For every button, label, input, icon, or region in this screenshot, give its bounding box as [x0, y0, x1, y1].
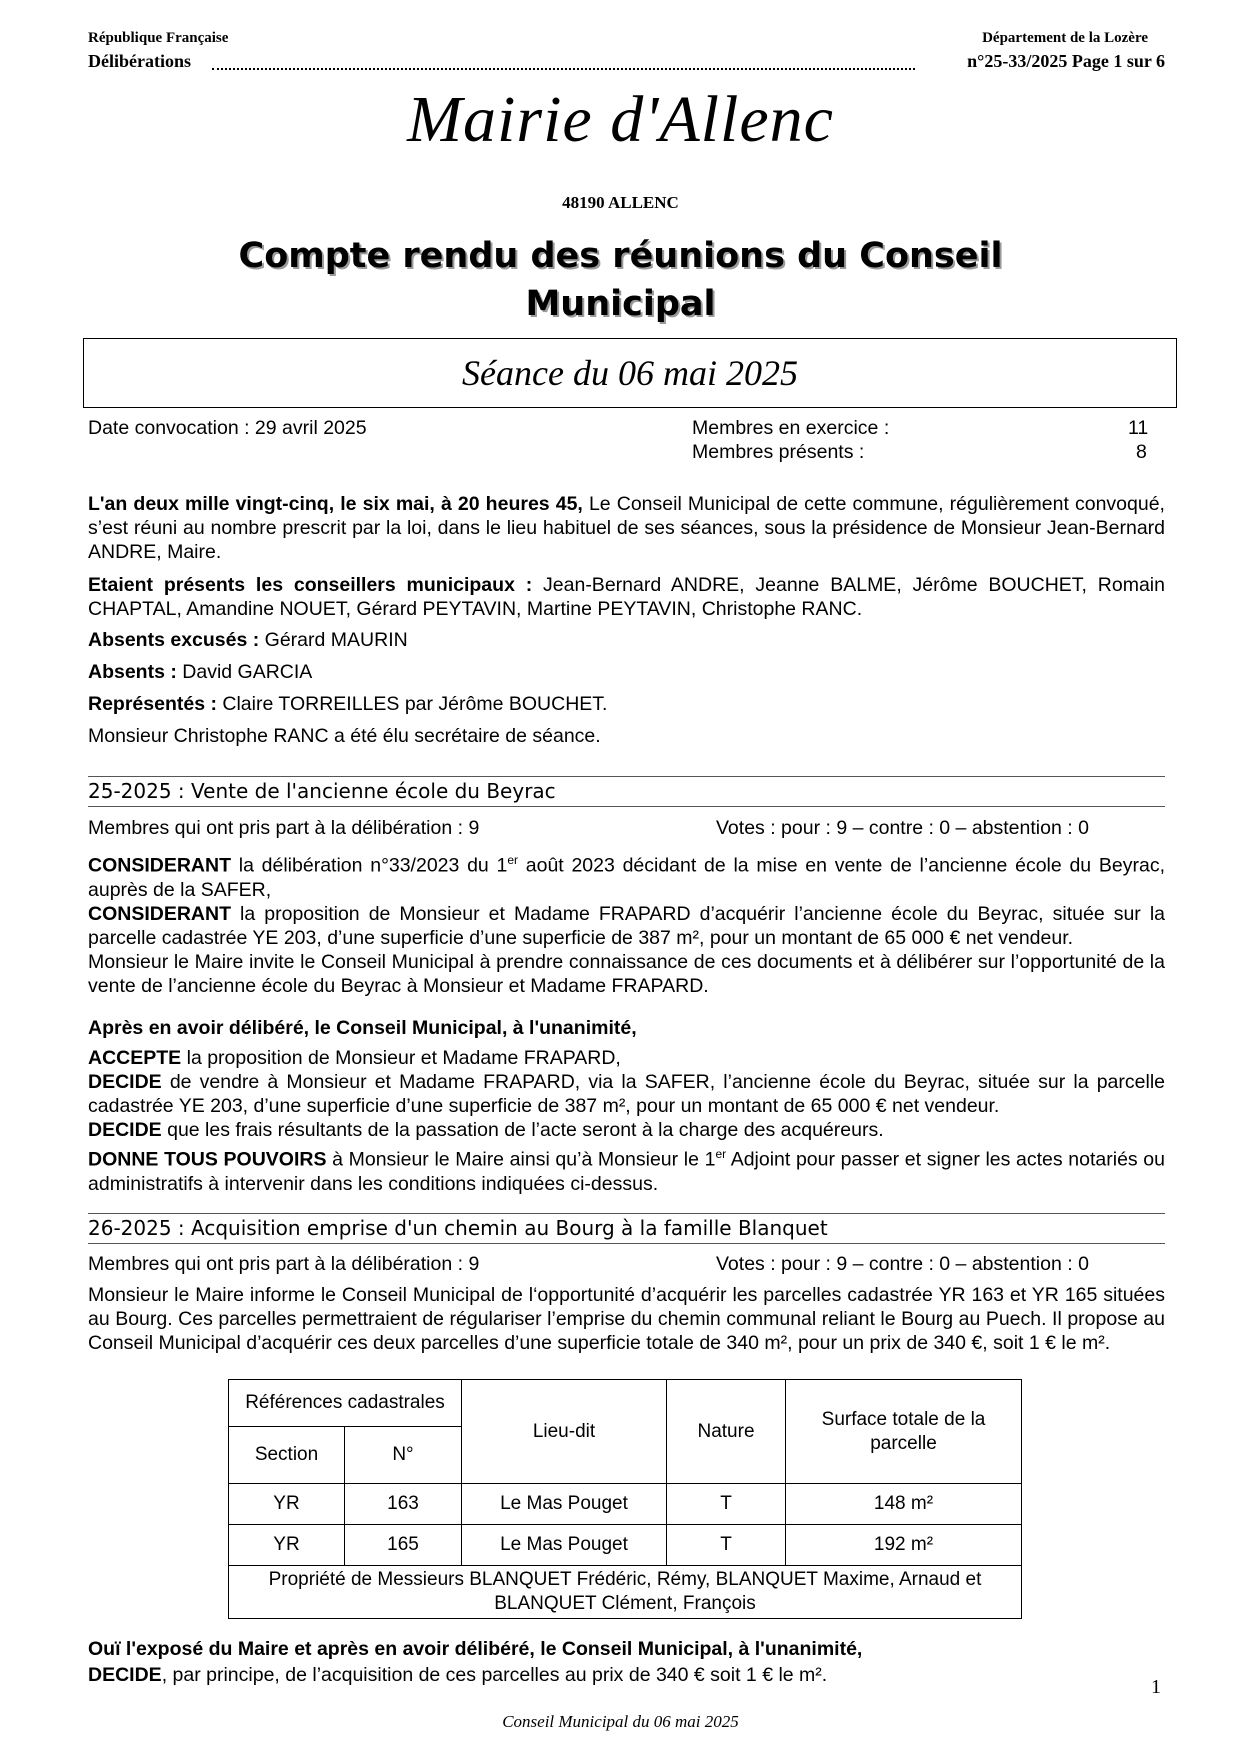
considerant-label: CONSIDERANT: [88, 902, 232, 925]
deliberations-label: Délibérations: [88, 51, 191, 71]
considerant-1: [88, 848, 1165, 902]
header-references-cadastrales: Références cadastrales: [229, 1380, 462, 1427]
accepte-text: la proposition de Monsieur et Madame FRAPARD,: [181, 1047, 621, 1069]
representes-label: Représentés :: [88, 693, 217, 715]
page-number: 1: [1151, 1676, 1161, 1698]
invite-paragraph: Monsieur le Maire invite le Conseil Municipal à prendre connaissance de ces documents et à délibérer sur l’opportunité de la vente de l’ancienne école du Beyrac à Monsieur et Madame FRAPARD.: [88, 950, 1165, 997]
deliberation-25-title: 25-2025 : Vente de l'ancienne école du Beyrac: [88, 779, 556, 803]
presents-text: Jean-Bernard ANDRE, Jeanne BALME, Jérôme BOUCHET, Romain CHAPTAL, Amandine NOUET, Gérard PEYTAVIN, Martine PEYTAVIN, Christophe RANC.: [88, 574, 1165, 620]
absents-label: Absents :: [88, 661, 177, 683]
header-numero: N°: [345, 1427, 462, 1484]
membres-exercice-label: Membres en exercice :: [692, 417, 890, 439]
considerant-label: CONSIDERANT: [88, 854, 232, 877]
cell-section: YR: [229, 1484, 345, 1525]
considerant-1-text-b: août 2023 décidant de la mise en vente de l’ancienne école du Beyrac, auprès de la SAFER,: [88, 854, 1165, 901]
deliberation-26-title: 26-2025 : Acquisition emprise d'un chemin au Bourg à la famille Blanquet: [88, 1216, 828, 1240]
excuses-line: [88, 628, 408, 652]
considerant-1-text-a: la délibération n°33/2023 du 1: [231, 854, 508, 877]
table-header-row: [229, 1380, 1022, 1427]
deliberation-26-votes: Votes : pour : 9 – contre : 0 – abstention : 0: [716, 1253, 1089, 1275]
decide-label: DECIDE: [88, 1071, 162, 1093]
absents-line: [88, 660, 312, 684]
membres-presents-label: Membres présents :: [692, 441, 865, 463]
deliberation-25-membres: Membres qui ont pris part à la délibération : 9: [88, 817, 480, 839]
cell-surface: 192 m²: [786, 1525, 1022, 1566]
table-footer-row: [229, 1566, 1022, 1619]
accepte-line: [88, 1046, 1165, 1070]
apres-deliberation: Après en avoir délibéré, le Conseil Municipal, à l'unanimité,: [88, 1017, 637, 1039]
presents-paragraph: [88, 573, 1165, 621]
deliberation-25-decision: [88, 1016, 1165, 1196]
section-rule-top: [88, 1213, 1165, 1214]
accepte-label: ACCEPTE: [88, 1047, 182, 1069]
mairie-address: 48190 ALLENC: [562, 193, 679, 212]
date-convocation: Date convocation : 29 avril 2025: [88, 417, 367, 439]
header-section: Section: [229, 1427, 345, 1484]
pouvoirs-line: [88, 1142, 1165, 1196]
deliberation-25-votes: Votes : pour : 9 – contre : 0 – abstention : 0: [716, 817, 1089, 839]
seance-date: Séance du 06 mai 2025: [462, 353, 798, 393]
deliberation-26-membres: Membres qui ont pris part à la délibération : 9: [88, 1253, 480, 1275]
membres-exercice-value: 11: [1128, 417, 1149, 439]
superscript-er: er: [715, 1147, 727, 1161]
cell-nature: T: [667, 1525, 786, 1566]
considerant-2-text: la proposition de Monsieur et Madame FRAPARD d’acquérir l’ancienne école du Beyrac, située sur la parcelle cadastrée YE 203, d’une superficie d’une superficie de 387 m², pour un montant de 65 000 € net vendeur.: [88, 902, 1165, 949]
membres-presents-value: 8: [1136, 441, 1147, 463]
decide-text-2: que les frais résultants de la passation de l’acte seront à la charge des acquéreurs.: [161, 1119, 884, 1141]
mairie-name: Mairie d'Allenc: [407, 83, 834, 156]
cell-numero: 163: [345, 1484, 462, 1525]
cell-section: YR: [229, 1525, 345, 1566]
deliberations-header-line: [88, 51, 1165, 75]
deliberation-26-decision: [88, 1637, 1165, 1687]
deliberation-number: n°25-33/2025 Page 1 sur 6: [967, 51, 1165, 71]
pouvoirs-label: DONNE TOUS POUVOIRS: [88, 1148, 327, 1171]
page-title-line2: Municipal: [525, 284, 716, 324]
cadastral-table: [228, 1379, 1022, 1619]
excuses-text: Gérard MAURIN: [259, 629, 408, 651]
considerant-2: [88, 902, 1165, 950]
representes-text: Claire TORREILLES par Jérôme BOUCHET.: [216, 693, 608, 715]
deliberation-25-body: [88, 848, 1165, 998]
footer-caption: Conseil Municipal du 06 mai 2025: [502, 1712, 739, 1731]
cell-nature: T: [667, 1484, 786, 1525]
excuses-label: Absents excusés :: [88, 629, 260, 651]
decide-line-1: [88, 1070, 1165, 1118]
header-surface: Surface totale de la parcelle: [786, 1380, 1022, 1484]
pouvoirs-text-b: Adjoint pour passer et signer les actes notariés ou administratifs à intervenir dans les conditions indiquées ci-dessus.: [88, 1148, 1166, 1195]
cell-lieu-dit: Le Mas Pouget: [462, 1484, 667, 1525]
page-title: [0, 232, 1241, 328]
decide-text: , par principe, de l’acquisition de ces parcelles au prix de 340 € soit 1 € le m².: [161, 1664, 828, 1686]
decide-label: DECIDE: [88, 1664, 162, 1686]
dotted-leader: [212, 68, 915, 70]
cell-lieu-dit: Le Mas Pouget: [462, 1525, 667, 1566]
decide-line-2: [88, 1118, 1165, 1142]
proprietaires-cell: Propriété de Messieurs BLANQUET Frédéric, Rémy, BLANQUET Maxime, Arnaud et BLANQUET Clément, François: [229, 1566, 1022, 1619]
section-rule-bottom: [88, 1243, 1165, 1244]
page-title-line1: Compte rendu des réunions du Conseil: [238, 236, 1003, 276]
departement-label: Département de la Lozère: [982, 30, 1148, 46]
decide-line: [88, 1663, 1165, 1687]
seance-box: [83, 338, 1177, 408]
decide-text-1: de vendre à Monsieur et Madame FRAPARD, via la SAFER, l’ancienne école du Beyrac, située sur la parcelle cadastrée YE 203, d’une superficie d’une superficie de 387 m², pour un montant de 65 000 € net vendeur.: [88, 1071, 1165, 1117]
section-rule-top: [88, 776, 1165, 777]
cell-numero: 165: [345, 1525, 462, 1566]
pouvoirs-text-a: à Monsieur le Maire ainsi qu’à Monsieur le 1: [326, 1148, 716, 1171]
decide-label: DECIDE: [88, 1119, 162, 1141]
header-nature: Nature: [667, 1380, 786, 1484]
intro-opening: L'an deux mille vingt-cinq, le six mai, à 20 heures 45,: [88, 493, 583, 515]
deliberation-26-body: Monsieur le Maire informe le Conseil Municipal de l‘opportunité d’acquérir les parcelles cadastrée YR 163 et YR 165 situées au Bourg. Ces parcelles permettraient de régulariser l’emprise du chemin communal reliant le Bourg au Puech. Il propose au Conseil Municipal d’acquérir ces deux parcelles d’une superficie totale de 340 m², pour un prix de 340 €, soit 1 € le m².: [88, 1284, 1165, 1354]
intro-text: Le Conseil Municipal de cette commune, régulièrement convoqué, s’est réuni au nombre prescrit par la loi, dans le lieu habituel de ses séances, sous la présidence de Monsieur Jean-Bernard ANDRE, Maire.: [88, 493, 1165, 563]
table-row: [229, 1525, 1022, 1566]
section-rule-bottom: [88, 806, 1165, 807]
superscript-er: er: [507, 853, 519, 867]
oui-expose: Ouï l'exposé du Maire et après en avoir délibéré, le Conseil Municipal, à l'unanimité,: [88, 1638, 863, 1660]
representes-line: [88, 692, 607, 716]
table-row: [229, 1484, 1022, 1525]
presents-label: Etaient présents les conseillers municipaux :: [88, 574, 533, 596]
cell-surface: 148 m²: [786, 1484, 1022, 1525]
intro-paragraph: [88, 492, 1165, 564]
republique-label: République Française: [88, 30, 229, 46]
absents-text: David GARCIA: [176, 661, 313, 683]
secretaire-line: Monsieur Christophe RANC a été élu secrétaire de séance.: [88, 725, 601, 747]
header-lieu-dit: Lieu-dit: [462, 1380, 667, 1484]
